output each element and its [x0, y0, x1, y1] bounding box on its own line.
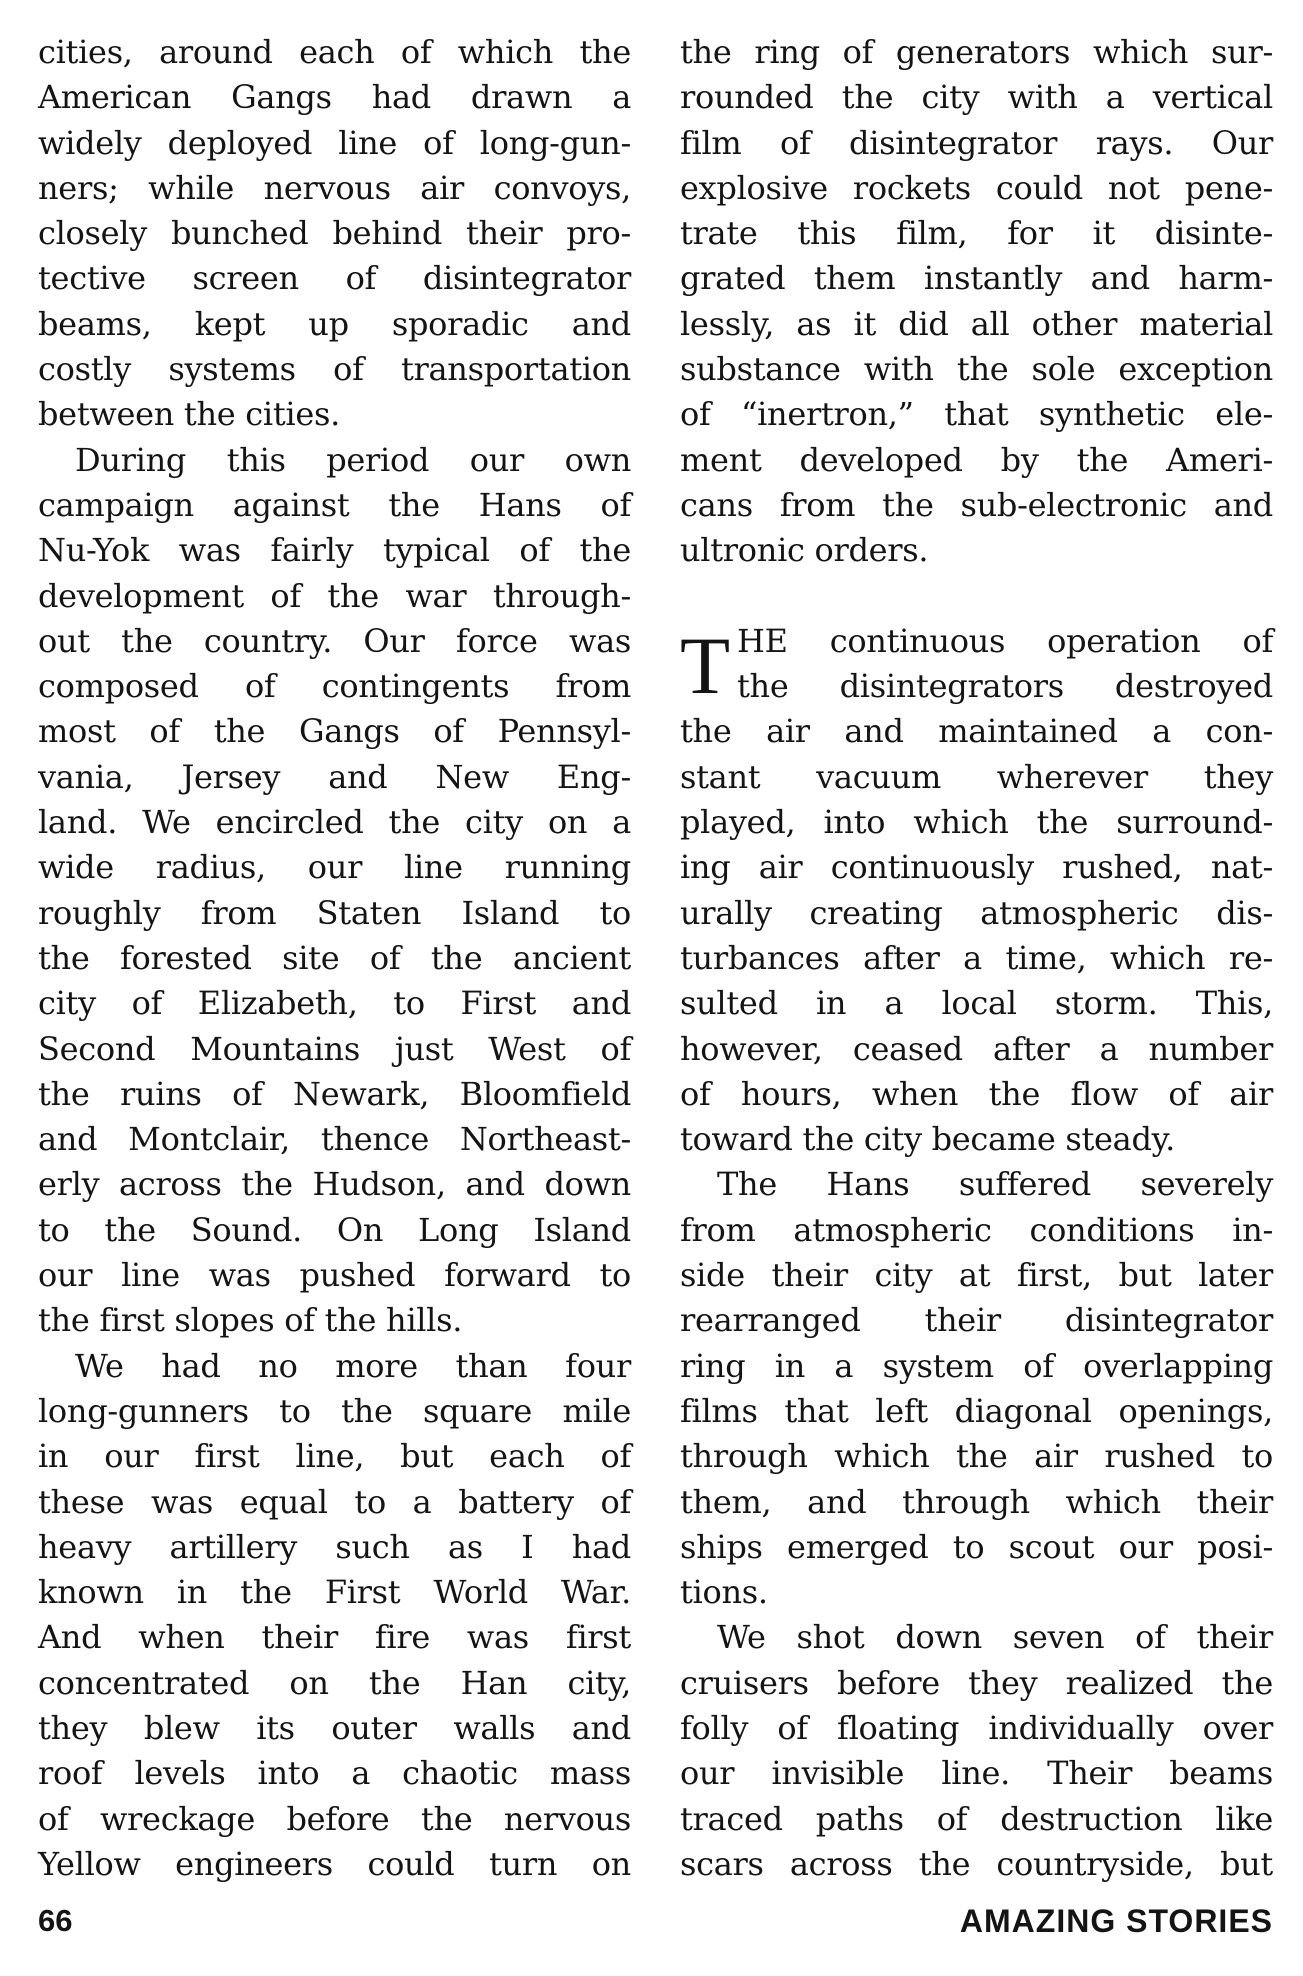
text-line: We shot down seven of their — [717, 1618, 1273, 1657]
text-line: rearranged their disintegrator — [680, 1301, 1273, 1340]
paragraph — [680, 619, 1273, 1163]
text-line: these was equal to a battery of — [38, 1482, 631, 1521]
text-line: ing air continuously rushed, nat- — [680, 848, 1273, 887]
text-line: long-gunners to the square mile — [38, 1391, 631, 1430]
text-line: and Montclair, thence Northeast- — [38, 1120, 631, 1159]
text-line: folly of floating individually over — [680, 1708, 1273, 1747]
text-line: cruisers before they realized the — [680, 1663, 1273, 1702]
text-line: played, into which the surround- — [680, 803, 1273, 842]
text-line: tions. — [680, 1573, 768, 1612]
text-line: trate this film, for it disinte- — [680, 214, 1273, 253]
left-column — [38, 30, 631, 1887]
text-line: the disintegrators destroyed — [737, 667, 1273, 706]
text-line: explosive rockets could not pene- — [680, 168, 1273, 207]
text-line: substance with the sole exception — [680, 350, 1273, 389]
paragraph — [680, 1162, 1273, 1615]
text-line: heavy artillery such as I had — [38, 1527, 631, 1566]
section-break — [680, 574, 1273, 619]
text-line: from atmospheric conditions in- — [680, 1210, 1273, 1249]
text-line: land. We encircled the city on a — [38, 803, 631, 842]
text-line: roughly from Staten Island to — [38, 893, 631, 932]
text-line: American Gangs had drawn a — [38, 78, 631, 117]
text-line: costly systems of transportation — [38, 350, 631, 389]
text-line: roof levels into a chaotic mass — [38, 1754, 631, 1793]
text-line: erly across the Hudson, and down — [38, 1165, 631, 1204]
text-line: toward the city became steady. — [680, 1120, 1176, 1159]
text-line: ultronic orders. — [680, 531, 929, 570]
text-line: rounded the city with a vertical — [680, 78, 1273, 117]
text-line: side their city at first, but later — [680, 1256, 1273, 1295]
magazine-name: AMAZING STORIES — [959, 1903, 1273, 1939]
text-line: cans from the sub-electronic and — [680, 485, 1273, 524]
right-column — [680, 30, 1273, 1887]
text-line: Nu-Yok was fairly typical of the — [38, 531, 631, 570]
text-line: campaign against the Hans of — [38, 485, 631, 524]
text-line: closely bunched behind their pro- — [38, 214, 631, 253]
text-line: film of disintegrator rays. Our — [680, 123, 1273, 162]
text-line: turbances after a time, which re- — [680, 938, 1273, 977]
text-line: them, and through which their — [680, 1482, 1273, 1521]
drop-cap-letter: T — [680, 619, 731, 711]
text-line: Yellow engineers could turn on — [38, 1844, 631, 1883]
text-line: lessly, as it did all other material — [680, 304, 1273, 343]
text-line: out the country. Our force was — [38, 621, 631, 660]
text-line: the first slopes of the hills. — [38, 1301, 463, 1340]
text-line: city of Elizabeth, to First and — [38, 984, 631, 1023]
text-line: most of the Gangs of Pennsyl- — [38, 712, 631, 751]
text-line: wide radius, our line running — [38, 848, 631, 887]
text-line: vania, Jersey and New Eng- — [38, 757, 631, 796]
text-line: beams, kept up sporadic and — [38, 304, 631, 343]
text-line: between the cities. — [38, 395, 340, 434]
text-line: of hours, when the flow of air — [680, 1074, 1273, 1113]
text-line: urally creating atmospheric dis- — [680, 893, 1273, 932]
paragraph — [38, 438, 631, 1344]
text-line: the ruins of Newark, Bloomfield — [38, 1074, 631, 1113]
text-line: ships emerged to scout our posi- — [680, 1527, 1273, 1566]
paragraph — [38, 30, 631, 438]
paragraph — [680, 30, 1273, 574]
text-line: of wreckage before the nervous — [38, 1799, 631, 1838]
paragraph — [680, 1615, 1273, 1887]
text-line: cities, around each of which the — [38, 33, 631, 71]
text-line: the air and maintained a con- — [680, 712, 1273, 751]
page-footer — [38, 1897, 1273, 1945]
text-line: widely deployed line of long-gun- — [38, 123, 631, 162]
text-line: however, ceased after a number — [680, 1029, 1273, 1068]
text-line: ners; while nervous air convoys, — [38, 168, 631, 207]
text-line: scars across the countryside, but — [680, 1844, 1273, 1883]
text-line: composed of contingents from — [38, 667, 631, 706]
page-number: 66 — [38, 1903, 73, 1938]
text-line: concentrated on the Han city, — [38, 1663, 631, 1702]
text-line: our invisible line. Their beams — [680, 1754, 1273, 1793]
text-line: the forested site of the ancient — [38, 938, 631, 977]
text-line: Second Mountains just West of — [38, 1029, 631, 1068]
text-line: ring in a system of overlapping — [680, 1346, 1273, 1385]
text-line: development of the war through- — [38, 576, 631, 615]
text-line: HE continuous operation of — [737, 621, 1273, 660]
text-line: in our first line, but each of — [38, 1437, 631, 1476]
text-line: And when their fire was first — [38, 1618, 631, 1657]
text-line: sulted in a local storm. This, — [680, 984, 1273, 1023]
drop-cap-block — [680, 619, 1273, 710]
text-line: stant vacuum wherever they — [680, 757, 1273, 796]
text-line: of “inertron,” that synthetic ele- — [680, 395, 1273, 434]
text-line: tective screen of disintegrator — [38, 259, 631, 298]
text-line: known in the First World War. — [38, 1573, 631, 1612]
text-line: through which the air rushed to — [680, 1437, 1273, 1476]
text-line: ment developed by the Ameri- — [680, 440, 1273, 479]
text-line: our line was pushed forward to — [38, 1256, 631, 1295]
text-line: they blew its outer walls and — [38, 1708, 631, 1747]
text-line: During this period our own — [75, 440, 631, 479]
text-line: to the Sound. On Long Island — [38, 1210, 631, 1249]
paragraph — [38, 1344, 631, 1888]
text-line: grated them instantly and harm- — [680, 259, 1273, 298]
text-line: traced paths of destruction like — [680, 1799, 1273, 1838]
text-line: the ring of generators which sur- — [680, 33, 1273, 71]
text-line: films that left diagonal openings, — [680, 1391, 1273, 1430]
text-line: We had no more than four — [75, 1346, 631, 1385]
text-line: The Hans suffered severely — [717, 1165, 1273, 1204]
